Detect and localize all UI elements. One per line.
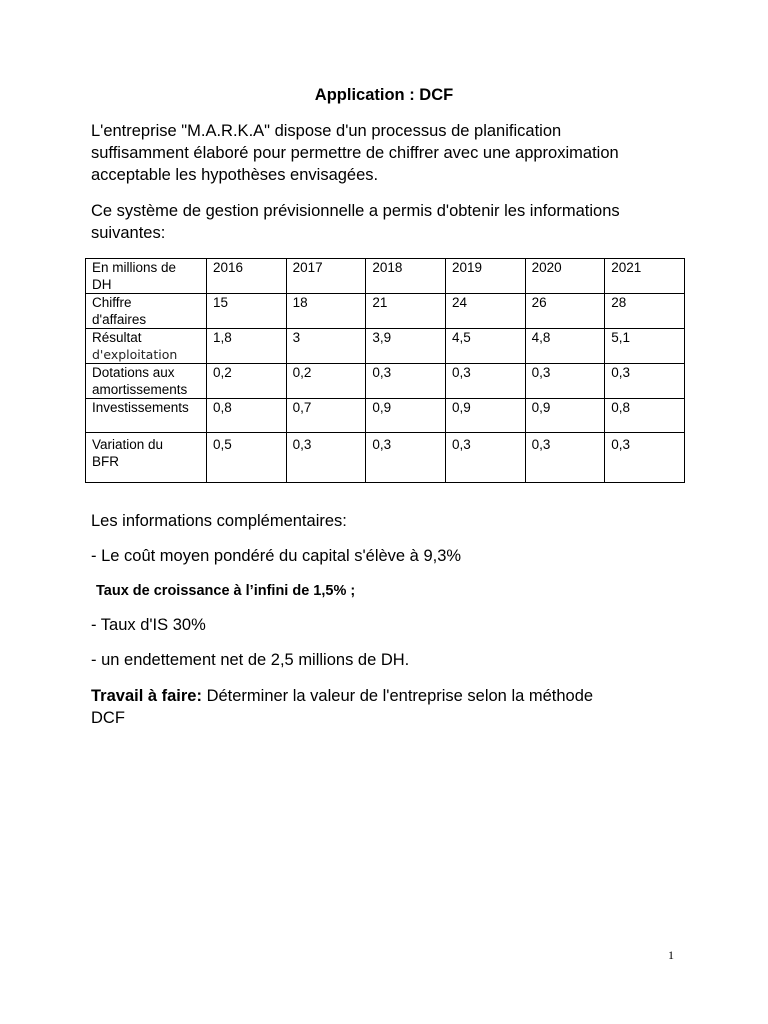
growth-rate-line: Taux de croissance à l’infini de 1,5% ; xyxy=(96,583,356,599)
value-cell: 3 xyxy=(286,329,366,364)
task-text-continued: DCF xyxy=(91,709,125,727)
value-cell: 15 xyxy=(207,294,287,329)
value-cell: 0,9 xyxy=(366,399,446,433)
table-row xyxy=(86,329,685,364)
net-debt-line: - un endettement net de 2,5 millions de DH. xyxy=(91,651,410,669)
value-cell: 0,3 xyxy=(445,364,525,399)
row-label-cell xyxy=(86,399,207,433)
cell-text: Chiffre xyxy=(92,295,132,310)
cell-text: Résultat xyxy=(92,330,142,345)
row-label-cell xyxy=(86,433,207,483)
value-cell: 1,8 xyxy=(207,329,287,364)
intro-paragraph xyxy=(91,120,691,186)
row-label-cell xyxy=(86,364,207,399)
value-cell: 0,3 xyxy=(525,433,605,483)
value-cell: 24 xyxy=(445,294,525,329)
year-header-cell: 2021 xyxy=(605,259,685,294)
table-header-row xyxy=(86,259,685,294)
cell-text: Variation du xyxy=(92,437,164,452)
row-label-cell xyxy=(86,329,207,364)
cell-text: Investissements xyxy=(92,400,189,415)
tax-rate-line: - Taux d'IS 30% xyxy=(91,616,206,634)
value-cell: 0,3 xyxy=(286,433,366,483)
task-text: Déterminer la valeur de l'entreprise selon la méthode xyxy=(201,687,594,705)
value-cell: 3,9 xyxy=(366,329,446,364)
value-cell: 0,9 xyxy=(445,399,525,433)
intro-line: L'entreprise "M.A.R.K.A" dispose d'un processus de planification xyxy=(91,122,562,140)
value-cell: 18 xyxy=(286,294,366,329)
page-number: 1 xyxy=(668,948,674,962)
value-cell: 0,9 xyxy=(525,399,605,433)
value-cell: 0,5 xyxy=(207,433,287,483)
table-row xyxy=(86,399,685,433)
cell-text: BFR xyxy=(92,454,119,469)
year-header-cell: 2019 xyxy=(445,259,525,294)
header-label-cell xyxy=(86,259,207,294)
value-cell: 0,3 xyxy=(525,364,605,399)
complementary-heading: Les informations complémentaires: xyxy=(91,512,347,530)
table-row xyxy=(86,433,685,483)
value-cell: 0,2 xyxy=(286,364,366,399)
cell-text: DH xyxy=(92,277,112,292)
task-label: Travail à faire: xyxy=(91,687,202,705)
cell-text: amortissements xyxy=(92,382,188,397)
year-header-cell: 2018 xyxy=(366,259,446,294)
intro-line: acceptable les hypothèses envisagées. xyxy=(91,166,379,184)
table-row xyxy=(86,364,685,399)
table-row xyxy=(86,294,685,329)
cell-text: Dotations aux xyxy=(92,365,175,380)
system-line: Ce système de gestion prévisionnelle a permis d'obtenir les informations xyxy=(91,202,620,220)
value-cell: 0,3 xyxy=(605,433,685,483)
value-cell: 0,3 xyxy=(445,433,525,483)
value-cell: 28 xyxy=(605,294,685,329)
year-header-cell: 2017 xyxy=(286,259,366,294)
value-cell: 4,5 xyxy=(445,329,525,364)
system-paragraph xyxy=(91,200,691,244)
year-header-cell: 2020 xyxy=(525,259,605,294)
value-cell: 4,8 xyxy=(525,329,605,364)
document-title: Application : DCF xyxy=(314,86,454,104)
value-cell: 21 xyxy=(366,294,446,329)
cell-text: d'exploitation xyxy=(92,347,178,362)
value-cell: 0,3 xyxy=(366,433,446,483)
value-cell: 26 xyxy=(525,294,605,329)
year-header-cell: 2016 xyxy=(207,259,287,294)
system-line: suivantes: xyxy=(91,224,166,242)
intro-line: suffisamment élaboré pour permettre de chiffrer avec une approximation xyxy=(91,144,619,162)
forecast-table xyxy=(85,258,685,483)
cell-text: d'affaires xyxy=(92,312,147,327)
value-cell: 0,7 xyxy=(286,399,366,433)
cmpc-line: - Le coût moyen pondéré du capital s'élève à 9,3% xyxy=(91,547,462,565)
row-label-cell xyxy=(86,294,207,329)
value-cell: 0,8 xyxy=(605,399,685,433)
task-paragraph xyxy=(91,685,691,729)
value-cell: 0,3 xyxy=(605,364,685,399)
value-cell: 0,2 xyxy=(207,364,287,399)
value-cell: 0,3 xyxy=(366,364,446,399)
value-cell: 5,1 xyxy=(605,329,685,364)
cell-text: En millions de xyxy=(92,260,177,275)
value-cell: 0,8 xyxy=(207,399,287,433)
